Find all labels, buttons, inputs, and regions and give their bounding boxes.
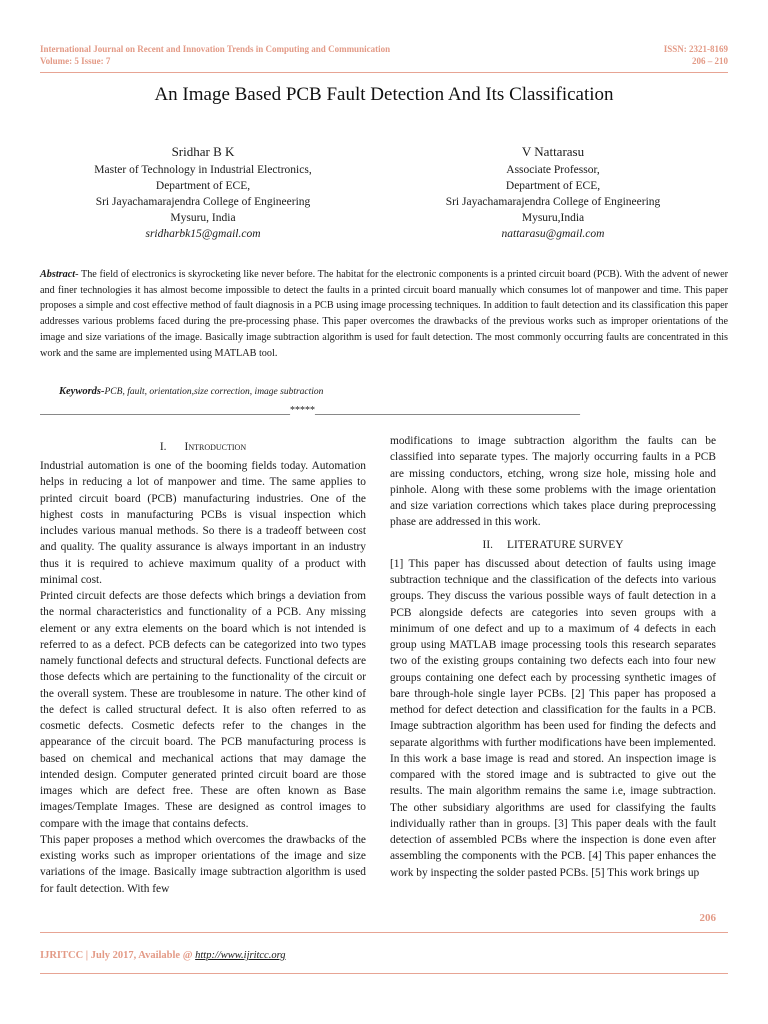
author-block-1 — [43, 144, 363, 242]
author-block-2 — [393, 144, 713, 242]
keywords — [59, 386, 323, 397]
issn-header — [664, 43, 728, 67]
body-paragraph: [1] This paper has discussed about detection of faults using image subtraction technique and the classification of the defects into various groups. They discuss the various possible ways of fault detection in a PCB alongside defects are categories into seven groups with a minimum of one defect and up to a maximum of 4 defects in each group using MATLAB image processing tools this research separates two of the existing groups containing two defects each into four new groups containing one defect each by processing synthetic images of bare through-hole single layer PCBs. [2] This paper has proposed a method for defect detection and classification for the faults in a PCB. Image subtraction algorithm has been used for finding the defects and separate algorithms with further modifications have been implemented. In this work a base image is read and stored. An inspection image is compared with the stored image and is subtracted to give out the results. The main algorithm remains the same i.e, image subtraction. The other subsidiary algorithms are used for classifying the faults individually rather than in groups. [3] This paper deals with the fault detection of assembled PCBs where the inspection is done even after assembling the components with the PCB. [4] This paper enhances the work by inspecting the solder pasted PCBs. [5] This work brings up — [390, 557, 716, 879]
page-range: 206 – 210 — [692, 56, 728, 66]
keywords-text: PCB, fault, orientation,size correction, image subtraction — [104, 387, 324, 397]
body-paragraph: Industrial automation is one of the booming fields today. Automation helps in reducing a lot of manpower and time. The same applies to printed circuit board (PCB) manufacturing industries. One of the highest costs in manufacturing PCBs is visual inspection which includes various manual methods. So there is a tradeoff between cost and quality. The quality assurance is always important in an industry thus it is required to achieve maximum quality of a product with minimal cost. — [40, 460, 366, 586]
keywords-label: Keywords- — [59, 386, 105, 397]
section-heading-literature-survey — [390, 537, 716, 553]
section-title: Introduction — [184, 441, 247, 453]
header-rule — [40, 72, 728, 73]
journal-name: International Journal on Recent and Innovation Trends in Computing and Communication — [40, 44, 391, 54]
paper-title: An Image Based PCB Fault Detection And Its Classification — [154, 84, 614, 105]
section-title: LITERATURE SURVEY — [506, 538, 624, 551]
abstract-text: - The field of electronics is skyrocketing like never before. The habitat for the electronic components is a printed circuit board (PCB). With the advent of newer and finer technologies it has almost become impossible to detect the faults in a printed circuit board manually which consumes lot of manpower and time. This paper proposes a simple and cost effective method of fault diagnosis in a PCB using image processing techniques. In addition to fault detection and its classification this paper addresses various problems faced during the pre-processing phase. This paper overcomes the drawbacks of the previous works such as improper orientations of the image and size variations of the image. Basically image subtraction algorithm is used for fault detection. The most commonly occurring faults are concentrated in this work and the same are implemented using MATLAB tool. — [40, 269, 728, 359]
author-name: Sridhar B K — [171, 144, 235, 159]
author-affiliation-line: Department of ECE, — [155, 180, 251, 192]
section-number: I. — [159, 441, 167, 453]
footer-rule-top — [40, 932, 728, 933]
issn: ISSN: 2321-8169 — [663, 44, 728, 54]
author-affiliation-line: Associate Professor, — [506, 164, 600, 176]
author-name: V Nattarasu — [521, 144, 585, 159]
footer — [40, 950, 286, 961]
journal-link[interactable]: http://www.ijritcc.org — [195, 950, 286, 961]
author-email: nattarasu@gmail.com — [501, 228, 605, 240]
author-affiliation-line: Mysuru,India — [521, 212, 585, 224]
author-affiliation-line: Department of ECE, — [505, 180, 601, 192]
author-affiliation-line: Mysuru, India — [170, 212, 236, 224]
page-number: 206 — [699, 912, 716, 924]
footer-text: IJRITCC | July 2017, Available @ — [40, 950, 196, 961]
author-affiliation-line: Sri Jayachamarajendra College of Engineering — [95, 196, 311, 208]
author-affiliation-line: Master of Technology in Industrial Electronics, — [94, 164, 312, 176]
author-email: sridharbk15@gmail.com — [145, 228, 261, 240]
column-left — [40, 458, 366, 897]
journal-volume: Volume: 5 Issue: 7 — [40, 56, 111, 66]
abstract — [40, 267, 728, 361]
journal-header — [40, 43, 390, 67]
author-affiliation-line: Sri Jayachamarajendra College of Engineering — [445, 196, 661, 208]
section-divider: __________________________________________________*****_____________________________________________________ — [40, 405, 580, 416]
section-number: II. — [482, 538, 493, 551]
abstract-label: Abstract — [40, 269, 76, 280]
body-paragraph: This paper proposes a method which overcomes the drawbacks of the existing works such as improper orientations of the image and size variations of the image. Basically image subtraction algorithm is used for fault detection. With few — [40, 833, 366, 895]
section-heading-introduction — [40, 441, 366, 453]
footer-rule-bottom — [40, 973, 728, 974]
body-paragraph: modifications to image subtraction algorithm the faults can be classified into separate types. The majorly occurring faults in a PCB are missing conductors, etching, wrong size hole, missing hole and pinhole. Along with these some problems with the image orientation and size variation corrections which takes place during preprocessing phase are addressed in this work. — [390, 435, 716, 529]
column-right — [390, 433, 716, 881]
body-paragraph: Printed circuit defects are those defects which brings a deviation from the normal characteristics and functionality of a PCB. Any missing element or any extra elements on the board which is not intended is referred to as a defect. PCB defects can be categorized into two types namely functional defects and structural defects. Functional defects are those defects which are pertaining to the functionality of the circuit or the overall system. These are troublesome in nature. The other kind of the defect is called structural defect. It is also often referred to as cosmetic defects. Cosmetic defects refer to the changes in the appearance of the circuit board. The PCB manufacturing process is based on chemical and mechanical actions that may damage the intended design. Computer generated printed circuit board are those images which are defect free. These are often known as Base images/Template Images. These are designed as control images to compare with the image that contains defects. — [40, 590, 366, 830]
